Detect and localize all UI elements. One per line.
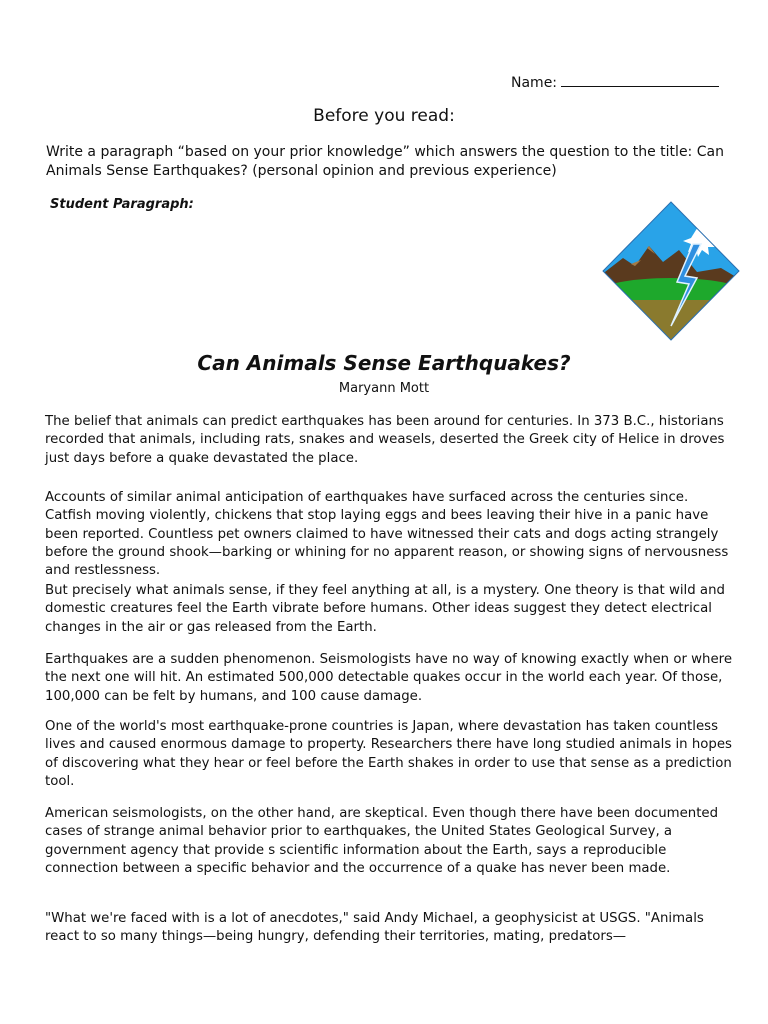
- student-paragraph-label: Student Paragraph:: [50, 197, 194, 212]
- name-label: Name:: [511, 75, 558, 91]
- earthquake-lightning-landscape-icon: [601, 200, 741, 342]
- article-paragraph: Earthquakes are a sudden phenomenon. Seismologists have no way of knowing exactly when or where the next one will hit. An estimated 500,000 detectable quakes occur in the world each year. Of those, 100,000 can be felt by humans, and 100 cause damage.: [45, 652, 733, 704]
- article-author: Maryann Mott: [338, 381, 430, 396]
- article-paragraph: One of the world's most earthquake-prone countries is Japan, where devastation has taken countless lives and caused enormous damage to property. Researchers there have long studied animals in hopes of discovering what they hear or feel before the Earth shakes in order to use that sense as a prediction tool.: [45, 719, 732, 789]
- name-blank-line: [561, 70, 719, 87]
- before-you-read-heading: Before you read:: [313, 106, 455, 126]
- article-paragraph: "What we're faced with is a lot of anecdotes," said Andy Michael, a geophysicist at USGS. "Animals react to so many things—being hungry, defending their territories, mating, predators—: [45, 911, 704, 945]
- article-paragraph: The belief that animals can predict earthquakes has been around for centuries. In 373 B.C., historians recorded that animals, including rats, snakes and weasels, deserted the Greek city of Helice in droves just days before a quake devastated the place.: [45, 414, 725, 466]
- writing-instructions: Write a paragraph “based on your prior knowledge” which answers the question to the title: Can Animals Sense Earthquakes? (personal opinion and previous experience): [46, 144, 724, 179]
- article-paragraph: Accounts of similar animal anticipation of earthquakes have surfaced across the centuries since. Catfish moving violently, chickens that stop laying eggs and bees leaving their hive in a panic have been reported. Countless pet owners claimed to have witnessed their cats and dogs acting strangely before the ground shook—barking or whining for no apparent reason, or showing signs of nervousness and restlessness.: [45, 490, 729, 579]
- name-field: [511, 70, 719, 93]
- article-paragraph: But precisely what animals sense, if they feel anything at all, is a mystery. One theory is that wild and domestic creatures feel the Earth vibrate before humans. Other ideas suggest they detect electrical changes in the air or gas released from the Earth.: [45, 583, 725, 635]
- article-title: Can Animals Sense Earthquakes?: [197, 351, 571, 375]
- article-paragraph: American seismologists, on the other hand, are skeptical. Even though there have been documented cases of strange animal behavior prior to earthquakes, the United States Geological Survey, a government agency that provide s scientific information about the Earth, says a reproducible connection between a specific behavior and the occurrence of a quake has never been made.: [45, 806, 719, 876]
- ground-panel: [601, 300, 741, 342]
